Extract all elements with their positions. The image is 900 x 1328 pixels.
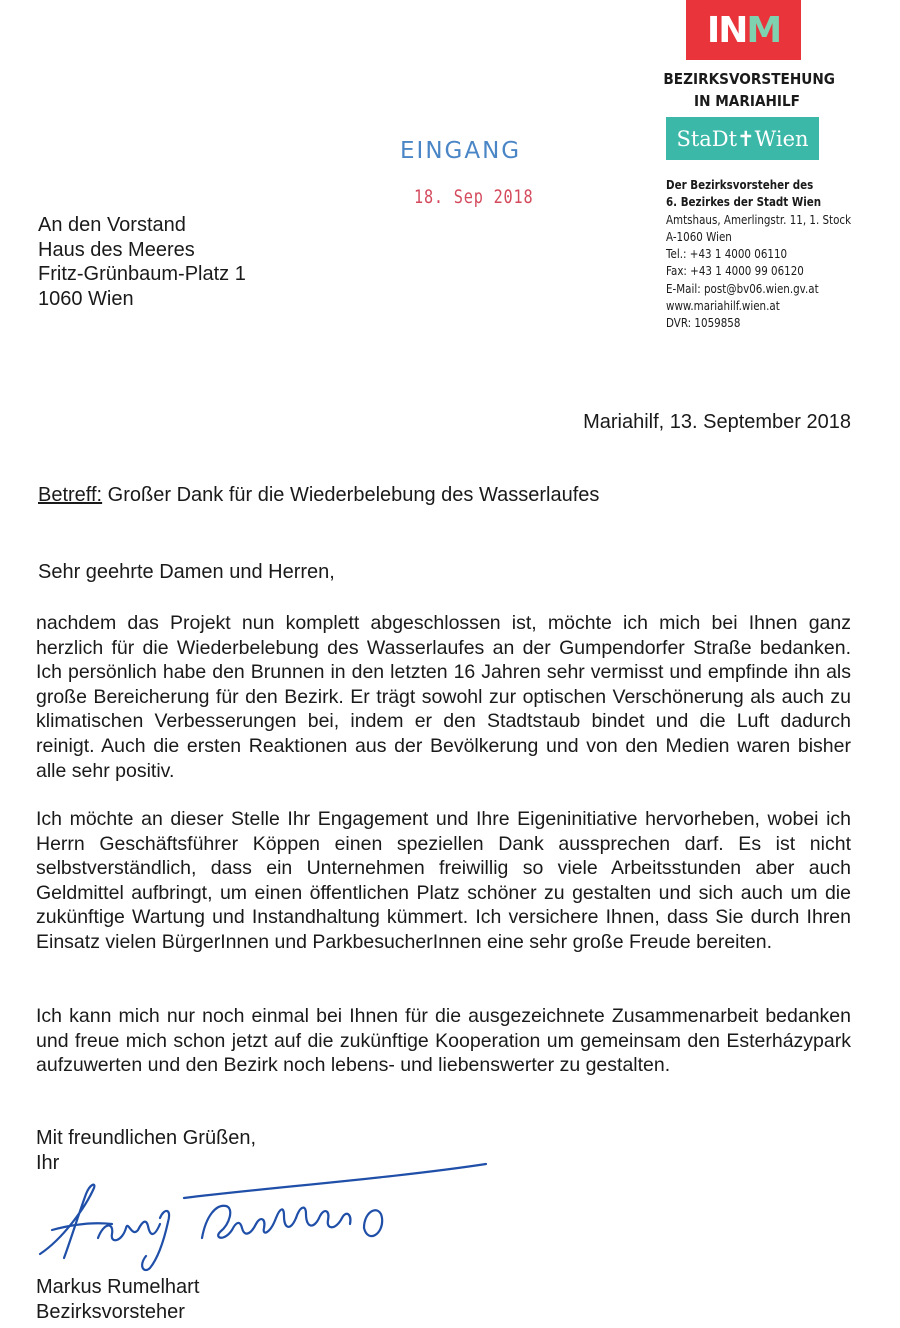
sender-web: www.mariahilf.wien.at	[666, 299, 780, 314]
subject-label: Betreff:	[38, 484, 103, 506]
org-name-line2: IN MARIAHILF	[693, 92, 801, 110]
sender-postcode: A-1060 Wien	[666, 229, 732, 244]
stadt-wien-logo: StaDt✝Wien	[666, 117, 819, 160]
subject-line	[38, 484, 599, 507]
signer-name: Markus Rumelhart	[36, 1276, 200, 1298]
sender-line1: Der Bezirksvorsteher des	[666, 178, 814, 192]
sender-fax: Fax: +43 1 4000 99 06120	[666, 264, 804, 279]
logo-text-right: M	[746, 9, 781, 51]
sender-block	[666, 177, 851, 333]
recipient-address	[38, 213, 246, 311]
closing-line2: Ihr	[36, 1151, 60, 1174]
signer-block	[36, 1275, 199, 1324]
sender-line2: 6. Bezirkes der Stadt Wien	[666, 195, 822, 210]
recipient-line2: Haus des Meeres	[38, 238, 195, 261]
body-paragraph-1: nachdem das Projekt nun komplett abgeschlossen ist, möchte ich mich bei Ihnen ganz herzlich für die Wiederbelebung des Wasserlaufes an der Gumpendorfer Straße bedanken. Ich persönlich habe den Brunnen in den letzten 16 Jahren sehr vermisst und empfinde ihn als große Bereicherung für den Bezirk. Er trägt sowohl zur optischen Verschönerung als auch zu klimatischen Verbesserungen bei, indem er den Stadtstaub bindet und die Luft dadurch reinigt. Auch die ersten Reaktionen aus der Bevölkerung und von den Medien waren bisher alle sehr positiv.	[36, 612, 851, 782]
body-paragraph-3: Ich kann mich nur noch einmal bei Ihnen für die ausgezeichnete Zusammenarbeit bedanken und freue mich schon jetzt auf die zukünftige Kooperation um gemeinsam den Esterházypark aufzuwerten und den Bezirk noch lebens- und liebenswerter zu gestalten.	[36, 1005, 851, 1077]
received-stamp-word: EINGANG	[400, 138, 522, 164]
body-paragraph-2: Ich möchte an dieser Stelle Ihr Engagement und Ihre Eigeninitiative hervorheben, wobei ich Herrn Geschäftsführer Köppen einen speziellen Dank aussprechen darf. Es ist nicht selbstverständlich, dass ein Unternehmen freiwillig so viele Arbeitsstunden aber auch Geldmittel aufbringt, um einen öffentlichen Platz schöner zu gestalten und sich auch um die zukünftige Wartung und Instandhaltung kümmert. Ich versichere Ihnen, dass Sie durch Ihren Einsatz vielen BürgerInnen und ParkbesucherInnen eine sehr große Freude bereiten.	[36, 808, 851, 953]
recipient-line1: An den Vorstand	[38, 214, 186, 236]
recipient-line3: Fritz-Grünbaum-Platz 1	[38, 263, 246, 286]
inm-logo	[686, 0, 801, 60]
sender-dvr: DVR: 1059858	[666, 316, 741, 331]
recipient-line4: 1060 Wien	[38, 287, 134, 310]
logo-text-left: IN	[706, 9, 747, 51]
subject-text: Großer Dank für die Wiederbelebung des Wasserlaufes	[102, 484, 600, 506]
sender-tel: Tel.: +43 1 4000 06110	[666, 247, 788, 262]
handwritten-signature-icon	[34, 1158, 494, 1273]
date-line: Mariahilf, 13. September 2018	[583, 411, 851, 433]
sender-email: E-Mail: post@bv06.wien.gv.at	[666, 281, 819, 296]
received-stamp-date: 18. Sep 2018	[414, 186, 534, 208]
closing-line1: Mit freundlichen Grüßen,	[36, 1127, 257, 1149]
org-name-line1: BEZIRKSVORSTEHUNG	[663, 70, 835, 88]
salutation: Sehr geehrte Damen und Herren,	[38, 561, 335, 583]
sender-address: Amtshaus, Amerlingstr. 11, 1. Stock	[666, 212, 852, 227]
signer-title: Bezirksvorsteher	[36, 1300, 185, 1323]
